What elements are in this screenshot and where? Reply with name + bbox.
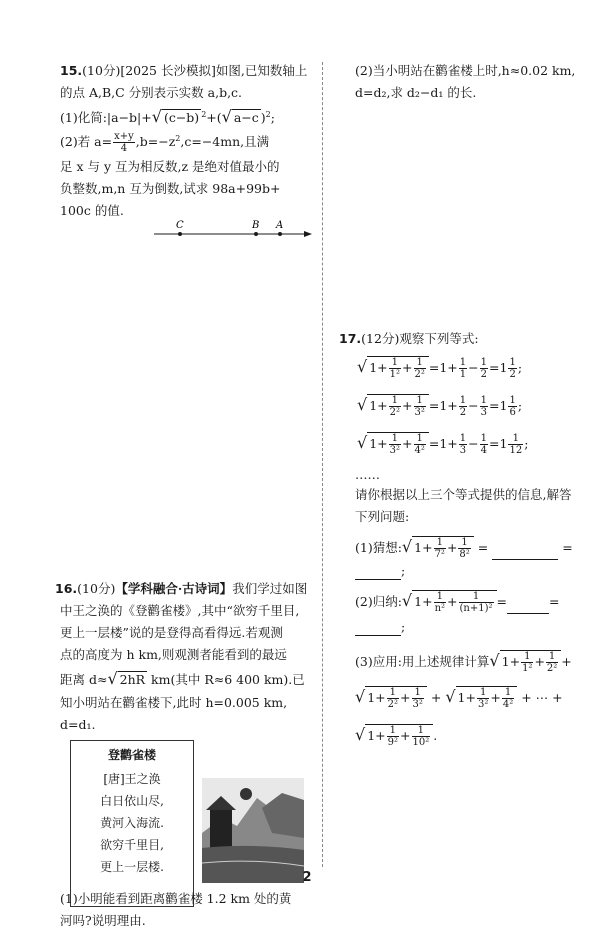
q15-line2: 的点 A,B,C 分别表示实数 a,b,c.: [60, 85, 243, 100]
poem-line: 更上一层楼.: [100, 860, 164, 874]
answer-blank[interactable]: [355, 623, 401, 636]
sqrt-icon: √: [107, 669, 118, 688]
label-b: B: [252, 220, 260, 231]
sqrt-icon: √: [151, 107, 162, 127]
q15-part2: (2)若 a= $\frac{x+y}{4}$ $,b=-z^2,c=-4mn$,且满: [60, 131, 270, 155]
q16-sub1-line1: (1)小明能看到距离鹳雀楼 1.2 km 处的黄: [60, 891, 292, 906]
q15-line5: 足 x 与 y 互为相反数,z 是绝对值最小的: [60, 159, 280, 174]
poem-line: 欲穷千里目,: [100, 838, 164, 852]
q15-number: 15.: [60, 63, 83, 78]
q15-line7: 100c 的值.: [60, 203, 124, 218]
poem-line: 黄河入海流.: [100, 816, 164, 830]
column-divider: [322, 62, 323, 867]
q16-line4: 点的高度为 h km,则观测者能看到的最远: [60, 647, 287, 662]
q15-line6: 负整数,m,n 互为倒数,试求 98a+99b+: [60, 181, 281, 196]
answer-blank[interactable]: [492, 547, 558, 560]
q17-part2: (2)归纳:√ 1+ $\frac{1}{\text{n²}}$ + $\frac{1}{\text{(n+1)²}}$ = =: [355, 591, 560, 614]
q16-line7: d=d₁.: [60, 717, 96, 732]
q16-number: 16.: [55, 581, 78, 596]
q17-intro: 17.(12分)观察下列等式:: [339, 331, 479, 346]
fraction: $\frac{x+y}{4}$: [114, 131, 134, 155]
q17-ask-line1: 请你根据以上三个等式提供的信息,解答: [355, 487, 572, 502]
q17-equation-2: √ 1+ $\frac{1}{\text{2²}}$ + $\frac{1}{\text{3²}}$ =1+ $\frac{1}{2}$ − $\frac{1}{3}$ =1 $\frac{1}{6}$ ;: [357, 395, 523, 418]
number-line: [152, 218, 314, 242]
q16-line1: 16.(10分)【学科融合·古诗词】我们学过如图: [55, 581, 308, 596]
q17-part3-line3: √ 1+ $\frac{1}{\text{9²}}$ + $\frac{1}{\text{10²}}$ .: [355, 725, 438, 748]
q17-ellipsis: ……: [355, 467, 380, 482]
point-b: [254, 232, 258, 236]
q17-part1-tail: ;: [355, 562, 405, 580]
label-c: C: [176, 220, 184, 231]
q16-sub2-line2: d=d₂,求 d₂−d₁ 的长.: [355, 85, 477, 100]
q16-line5: 距离 d≈√ 2hR km(其中 R≈6 400 km).已: [60, 669, 305, 688]
q17-part3-line2: √ 1+ $\frac{1}{\text{2²}}$ + $\frac{1}{\text{3²}}$ + √ 1+ $\frac{1}{\text{3²}}$ + $\frac{1}{\text{4²}}$ + ⋯ +: [355, 687, 563, 710]
point-c: [178, 232, 182, 236]
q16-line6: 知小明站在鹳雀楼下,此时 h=0.005 km,: [60, 695, 288, 710]
q15-line1: 15.(10分)[2025 长沙模拟]如图,已知数轴上: [60, 63, 308, 78]
q17-ask-line2: 下列问题:: [355, 509, 410, 524]
tower-painting-image: [202, 778, 304, 883]
q16-sub1-line2: 河吗?说明理由.: [60, 913, 146, 928]
q17-part2-tail: ;: [355, 618, 405, 636]
q17-equation-1: √ 1+ $\frac{1}{\text{1²}}$ + $\frac{1}{\text{2²}}$ =1+ $\frac{1}{1}$ − $\frac{1}{2}$ =1 $\frac{1}{2}$ ;: [357, 357, 523, 380]
answer-blank[interactable]: [507, 601, 549, 614]
q15-part1: (1)化简:|a−b|+√ (c−b) $^2$+(√ a−c )$^2$;: [60, 107, 275, 127]
q16-line2: 中王之涣的《登鹳雀楼》,其中“欲穷千里目,: [60, 603, 300, 618]
page-number: 2: [302, 870, 312, 885]
q16-sub2-line1: (2)当小明站在鹳雀楼上时,h≈0.02 km,: [355, 63, 576, 78]
label-a: A: [276, 220, 284, 231]
answer-blank[interactable]: [355, 567, 401, 580]
poem-line: 白日依山尽,: [100, 794, 164, 808]
q16-line3: 更上一层楼”说的是登得高看得远.若观测: [60, 625, 283, 640]
q17-part3-line1: (3)应用:用上述规律计算√ 1+ $\frac{1}{\text{1²}}$ + $\frac{1}{\text{2²}}$ +: [355, 651, 572, 674]
q17-number: 17.: [339, 331, 362, 346]
sqrt-icon: √: [221, 107, 232, 127]
q17-equation-3: √ 1+ $\frac{1}{\text{3²}}$ + $\frac{1}{\text{4²}}$ =1+ $\frac{1}{3}$ − $\frac{1}{4}$ =1 $\frac{1}{12}$ ;: [357, 433, 529, 456]
poem-title: 登鹳雀楼: [107, 748, 156, 762]
point-a: [278, 232, 282, 236]
q17-part1: (1)猜想:√ 1+ $\frac{1}{\text{7²}}$ + $\frac{1}{\text{8²}}$ = =: [355, 537, 573, 560]
q16-tag: 【学科融合·古诗词】: [115, 581, 233, 596]
poem-author: [唐]王之涣: [103, 772, 161, 786]
